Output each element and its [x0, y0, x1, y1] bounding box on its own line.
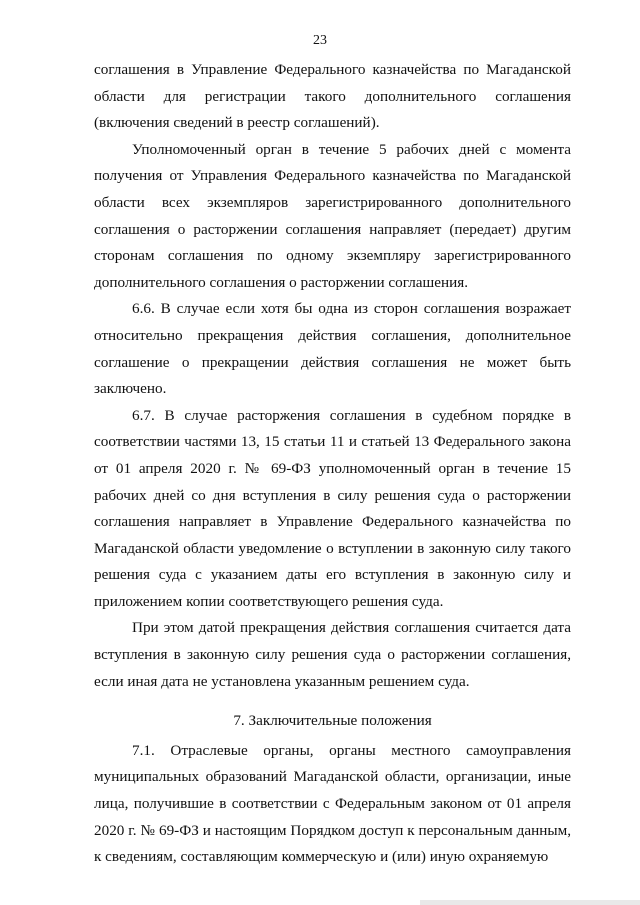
paragraph-7-1: 7.1. Отраслевые органы, органы местного самоуправления муниципальных образований Магаданской области, организации, иные лица, получившие в соответствии с Федеральным законом от 01 апреля 2020 г. № 69-ФЗ и настоящим Порядком доступ к персональным данным, к сведениям, составляющим коммерческую и (или) иную охраняемую — [94, 741, 571, 866]
document-body — [94, 57, 571, 871]
page-number: 23 — [313, 33, 327, 48]
section-heading: 7. Заключительные положения — [233, 712, 432, 730]
paragraph-6-7: 6.7. В случае расторжения соглашения в судебном порядке в соответствии частями 13, 15 статьи 11 и статьей 13 Федерального закона от 01 апреля 2020 г. № 69-ФЗ уполномоченный орган в течение 15 рабочих дней со дня вступления в силу решения суда о расторжении соглашения направляет в Управление Федерального казначейства по Магаданской области уведомление о вступлении в законную силу такого решения суда с указанием даты его вступления в законную силу и приложением копии соответствующего решения суда. — [94, 406, 571, 610]
paragraph-termination-date: При этом датой прекращения действия соглашения считается дата вступления в законную силу решения суда о расторжении соглашения, если иная дата не установлена указанным решением суда. — [94, 619, 571, 690]
scan-edge-strip — [420, 900, 640, 905]
paragraph-authorized-body: Уполномоченный орган в течение 5 рабочих дней с момента получения от Управления Федерального казначейства по Магаданской области всех экземпляров зарегистрированного дополнительного соглашения о расторжении соглашения направляет (передает) другим сторонам соглашения по одному экземпляру зарегистрированного дополнительного соглашения о расторжении соглашения. — [94, 140, 571, 291]
paragraph-6-6: 6.6. В случае если хотя бы одна из сторон соглашения возражает относительно прекращения действия соглашения, дополнительное соглашение о прекращении действия соглашения не может быть заключено. — [94, 300, 571, 398]
paragraph-continuation: соглашения в Управление Федерального казначейства по Магаданской области для регистрации такого дополнительного соглашения (включения сведений в реестр соглашений). — [94, 61, 571, 132]
